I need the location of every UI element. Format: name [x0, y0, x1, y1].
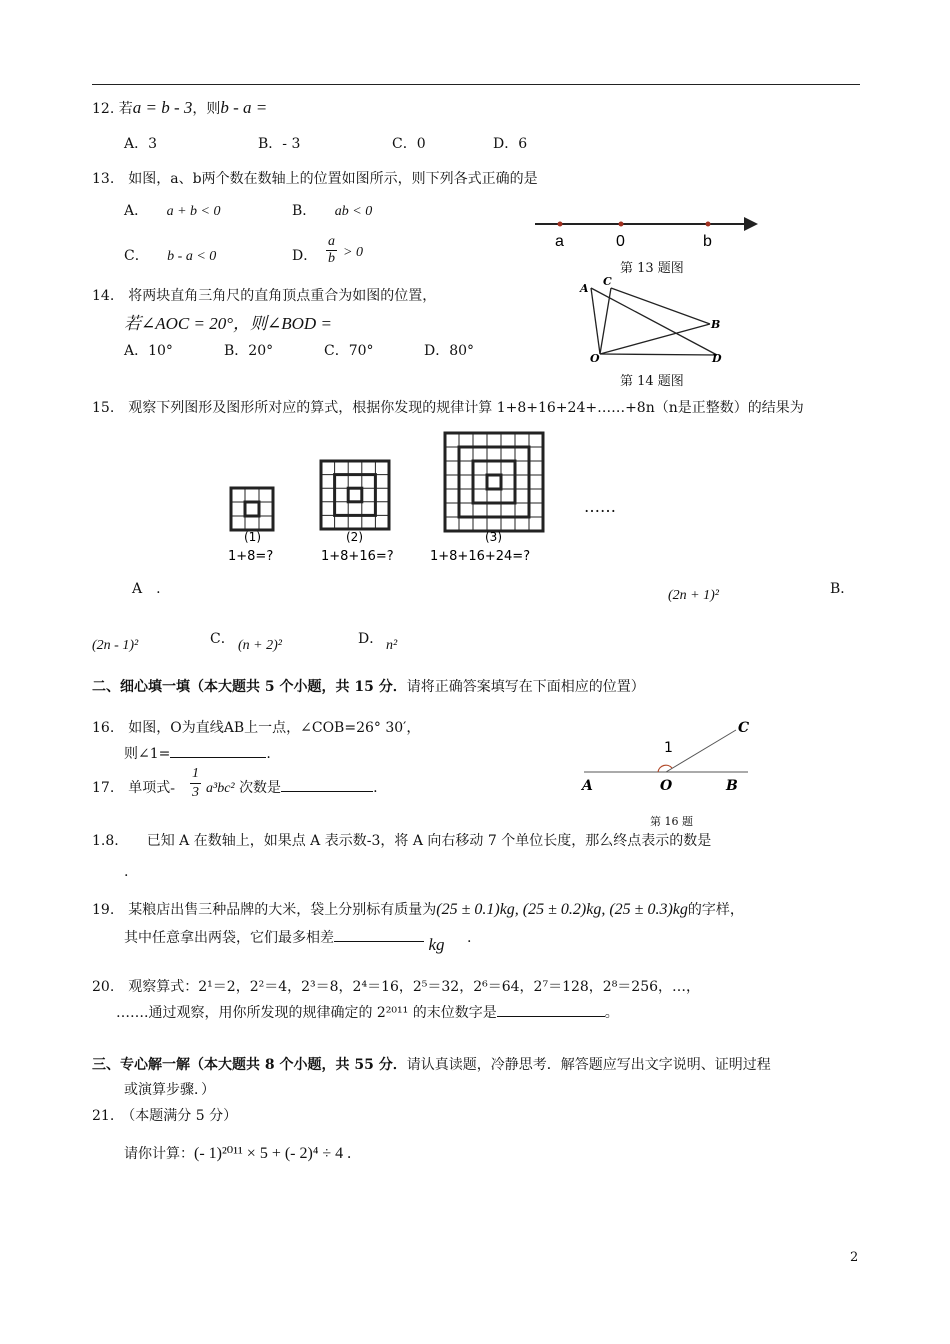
page-number: 2 [850, 1250, 859, 1265]
point-zero [619, 222, 624, 227]
q13-caption: 第 13 题图 [620, 261, 684, 276]
q15-stem: 15. 观察下列图形及图形所对应的算式，根据你发现的规律计算 1+8+16+24+……+8n（n是正整数）的结果为 [92, 400, 804, 416]
grid-figure-3 [445, 433, 543, 531]
q12-option-b[interactable]: B．- 3 [258, 136, 301, 152]
angle-figure [578, 712, 758, 802]
label-D: D [712, 352, 722, 365]
q15-option-a[interactable]: A . [132, 581, 161, 597]
q13-option-c[interactable]: C． b - a < 0 [124, 248, 217, 264]
q19-answer-blank[interactable] [334, 941, 424, 942]
q13-option-a[interactable]: A． a + b < 0 [124, 203, 221, 219]
q15-ellipsis: …… [584, 497, 616, 516]
q21-head: 21. （本题满分 5 分） [92, 1108, 238, 1124]
point-b [706, 222, 711, 227]
label-B: B [726, 778, 738, 794]
fig1-number: (1) [244, 530, 261, 544]
q14-option-a[interactable]: A．10° [124, 343, 173, 359]
q19-line2: 其中任意拿出两袋，它们最多相差 kg . [124, 930, 472, 954]
q17-stem: 17. 单项式- [92, 780, 175, 796]
q18-line2: . [124, 864, 129, 880]
q13-option-d[interactable]: D． [292, 248, 318, 264]
q17-fraction: 1 3 [192, 766, 199, 800]
label-O: O [590, 352, 600, 365]
q15-option-d-math: n² [386, 638, 398, 653]
label-A: A [582, 778, 593, 794]
fig3-number: (3) [485, 530, 502, 544]
angle-arc [658, 765, 672, 772]
q20-answer-blank[interactable] [497, 1016, 605, 1017]
q14-option-c[interactable]: C．70° [324, 343, 374, 359]
q12-option-a[interactable]: A．3 [124, 136, 158, 152]
q14-stem: 14. 将两块直角三角尺的直角顶点重合为如图的位置， [92, 288, 437, 304]
q17-tail: a³bc² 次数是 . [206, 780, 378, 796]
number-line-arrow-icon [744, 217, 758, 231]
q16-line2: 则∠1= . [124, 746, 271, 762]
q15-option-c-math: (n + 2)² [238, 638, 282, 653]
grid-squares-figure [200, 425, 580, 570]
label-B: B [711, 318, 721, 331]
label-C: C [603, 275, 612, 288]
label-zero: 0 [616, 233, 625, 250]
q18-text: 1.8. 已知 A 在数轴上，如果点 A 表示数-3，将 A 向右移动 7 个单位长度，那么终点表示的数是 [92, 833, 712, 849]
label-a: a [555, 233, 564, 250]
q15-option-a-math: (2n + 1)² [668, 588, 719, 603]
q13-stem: 13. 如图，a、b两个数在数轴上的位置如图所示，则下列各式正确的是 [92, 171, 538, 187]
label-A: A [580, 282, 589, 295]
number-line-figure [530, 212, 770, 262]
fig2-equation: 1+8+16=? [321, 549, 394, 564]
q16-stem: 16. 如图，O为直线AB上一点，∠COB=26° 30′， [92, 720, 421, 736]
q16-caption: 第 16 题 [650, 815, 693, 828]
q13-option-d-rel: > 0 [343, 245, 363, 260]
q17-answer-blank[interactable] [281, 791, 373, 792]
q20-stem: 20. 观察算式：2¹＝2，2²＝4，2³＝8，2⁴＝16，2⁵＝32，2⁶＝64，2⁷＝128，2⁸＝256，…， [92, 979, 701, 995]
triangles-figure [580, 272, 735, 372]
point-a [558, 222, 563, 227]
label-O: O [660, 778, 673, 794]
section3-line2: 或演算步骤．） [124, 1082, 215, 1098]
q12-stem: 12. 若a = b - 3，则b - a = [92, 98, 268, 117]
header-rule [92, 84, 860, 85]
label-C: C [738, 720, 750, 736]
q14-option-b[interactable]: B．20° [224, 343, 274, 359]
q15-option-b-math: (2n - 1)² [92, 638, 139, 653]
grid-figure-2 [321, 461, 389, 529]
q12-option-d[interactable]: D．6 [493, 136, 528, 152]
q14-option-d[interactable]: D．80° [424, 343, 475, 359]
q12-option-c[interactable]: C．0 [392, 136, 426, 152]
q21-text: 请你计算：(- 1)²⁰¹¹ × 5 + (- 2)⁴ ÷ 4 . [124, 1145, 352, 1162]
q19-stem: 19. 某粮店出售三种品牌的大米，袋上分别标有质量为(25 ± 0.1)kg, (25 ± 0.2)kg, (25 ± 0.3)kg的字样， [92, 901, 744, 918]
fig1-equation: 1+8=? [228, 549, 274, 564]
q20-line2: …….通过观察，用你所发现的规律确定的 2²⁰¹¹ 的末位数字是 。 [116, 1005, 619, 1021]
section2-title: 二、细心填一填（本大题共 5 个小题，共 15 分．请将正确答案填写在下面相应的位置） [92, 679, 645, 695]
q13-option-d-fraction: a b [328, 234, 335, 266]
q13-option-b[interactable]: B． ab < 0 [292, 203, 373, 219]
q14-condition: 若∠AOC = 20°，则∠BOD = [124, 314, 332, 333]
q15-option-b[interactable]: B． [830, 581, 855, 597]
fig2-number: (2) [346, 530, 363, 544]
section3-title: 三、专心解一解（本大题共 8 个小题，共 55 分．请认真读题，冷静思考．解答题应写出文字说明、证明过程 [92, 1057, 771, 1073]
q15-option-d[interactable]: D． [358, 631, 384, 647]
grid-figure-1 [231, 488, 273, 530]
q16-answer-blank[interactable] [170, 757, 266, 758]
label-b: b [703, 233, 712, 250]
q14-caption: 第 14 题图 [620, 374, 684, 389]
label-1: 1 [664, 740, 673, 756]
fig3-equation: 1+8+16+24=? [430, 549, 531, 564]
q15-option-c[interactable]: C． [210, 631, 235, 647]
